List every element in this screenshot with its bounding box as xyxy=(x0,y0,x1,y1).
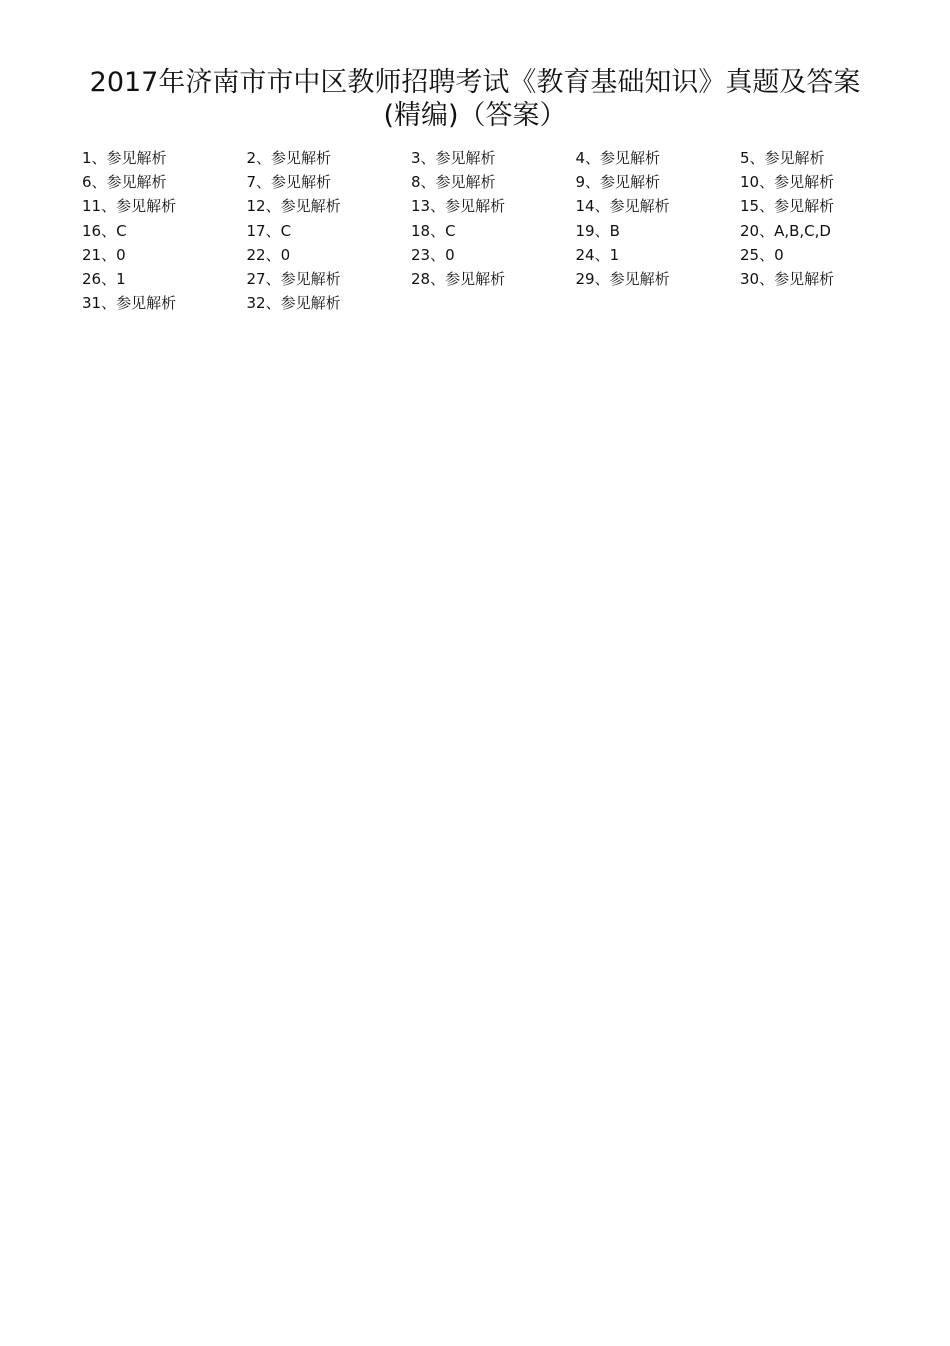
answer-item: 3、参见解析 xyxy=(411,149,496,167)
page-title xyxy=(0,66,950,132)
answer-item: 26、1 xyxy=(82,269,126,288)
answer-item: 16、C xyxy=(82,221,127,240)
answer-item: 31、参见解析 xyxy=(82,294,177,313)
answer-item: 18、C xyxy=(411,221,456,240)
answer-list xyxy=(82,146,882,315)
title-line-2: (精编)（答案） xyxy=(383,100,567,131)
answer-item: 29、参见解析 xyxy=(575,269,670,288)
answer-item: 12、参见解析 xyxy=(246,197,341,216)
answer-item: 6、参见解析 xyxy=(82,173,167,192)
answer-item: 11、参见解析 xyxy=(82,197,177,216)
answer-item: 28、参见解析 xyxy=(411,269,506,288)
answer-item: 25、0 xyxy=(740,245,784,264)
answer-item: 5、参见解析 xyxy=(740,149,825,167)
answer-item: 17、C xyxy=(246,221,292,240)
answer-item: 21、0 xyxy=(82,245,126,264)
answer-item: 7、参见解析 xyxy=(246,173,332,192)
answer-item: 32、参见解析 xyxy=(246,294,341,313)
answer-item: 15、参见解析 xyxy=(740,197,835,216)
answer-item: 1、参见解析 xyxy=(82,149,167,167)
answer-item: 19、B xyxy=(575,221,620,240)
answer-item: 22、0 xyxy=(246,245,291,264)
answer-item: 8、参见解析 xyxy=(411,173,496,192)
answer-item: 10、参见解析 xyxy=(740,173,835,192)
answer-item: 9、参见解析 xyxy=(575,173,661,192)
answer-item: 27、参见解析 xyxy=(246,269,341,288)
answer-item: 13、参见解析 xyxy=(411,197,506,216)
answer-item: 30、参见解析 xyxy=(740,269,835,288)
answer-item: 2、参见解析 xyxy=(246,149,332,167)
answer-item: 20、A,B,C,D xyxy=(740,221,831,240)
answer-item: 4、参见解析 xyxy=(575,149,661,167)
title-line-1: 2017年济南市市中区教师招聘考试《教育基础知识》真题及答案 xyxy=(89,67,861,98)
answer-item: 24、1 xyxy=(575,245,620,264)
answer-item: 14、参见解析 xyxy=(575,197,670,216)
answer-item: 23、0 xyxy=(411,245,455,264)
